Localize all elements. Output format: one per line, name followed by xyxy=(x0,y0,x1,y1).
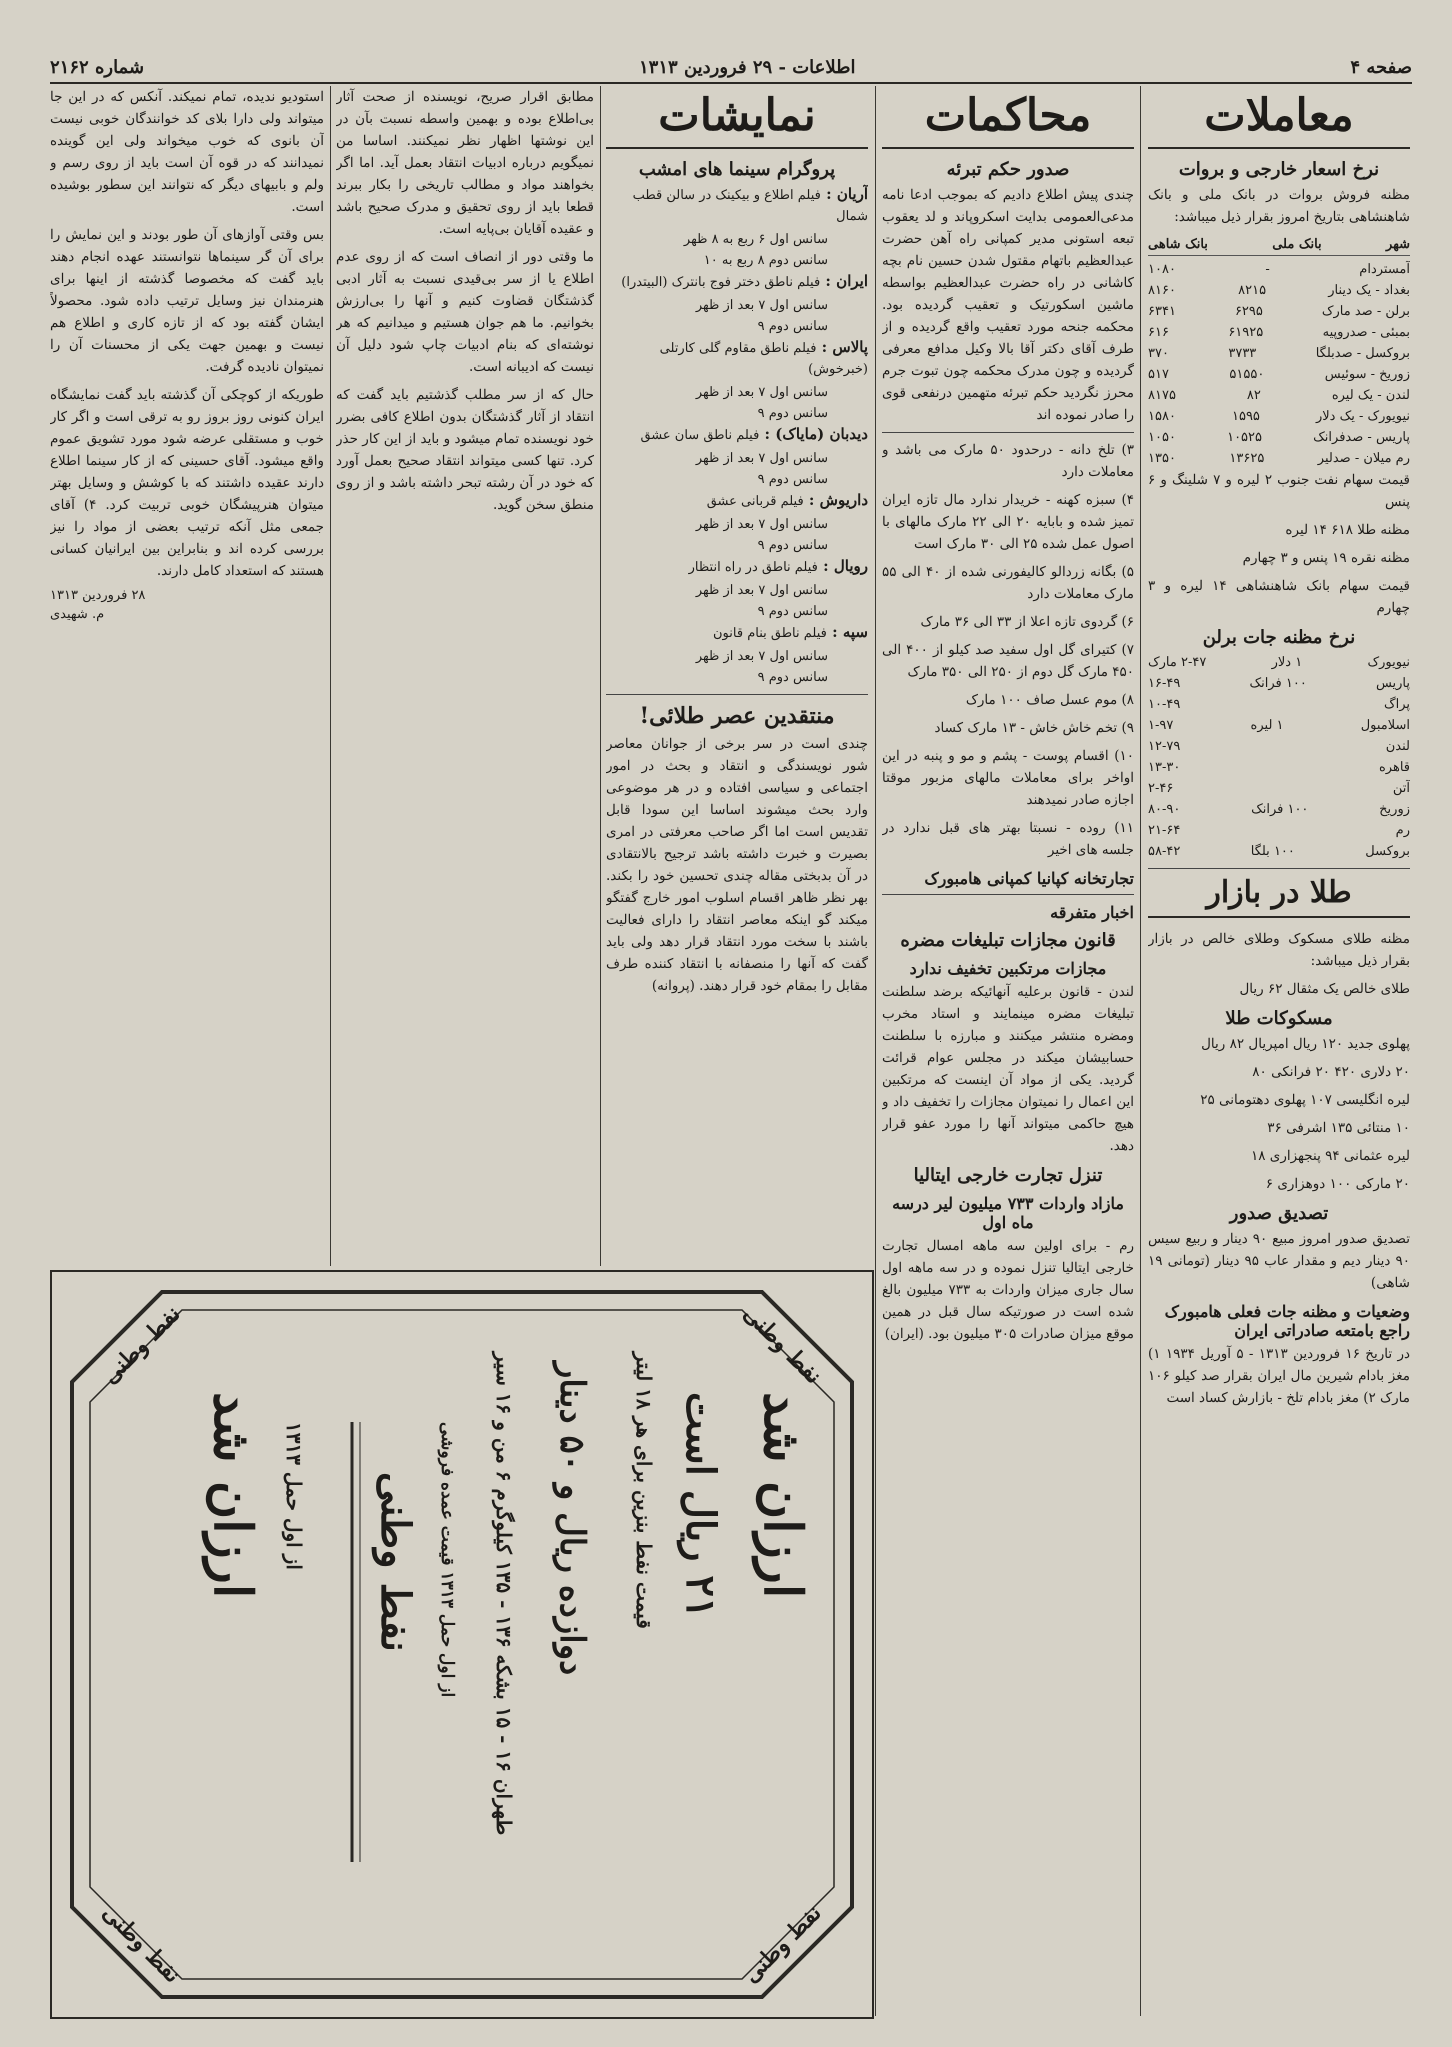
rates-header: شهر بانک ملی بانک شاهی xyxy=(1148,234,1410,256)
critics-text: چندی است در سر برخی از جوانان معاصر شور نویسندگی و انتقاد و بحث در امور اجتماعی و سیاسی افتاده و در هر موضوعی وارد بحث میشوند اساسا این سودا قابل تقدیس است اما اگر صاحب معرفتی در امری بصیرت و خبرت داشته باشد ترجیح بالانتقادی در آن بدبختی مقاله چندی تحسین خود را بکند. بهر نظر ظاهر اقسام اسلوب امور خارج گفتگو میکند گو اینکه معاصر انتقاد را دارای فعالیت باشند با سخت مورد انتقاد قرار دهد ولی باید گفت که آنها را منصفانه با انتقاد کننده طرف مقابل را بمقام خود قرار دهند. (پروانه) xyxy=(606,736,868,994)
ad-quantity-line: طهران ۱۶ - ۱۵ بشکه ۱۳۶ - ۱۳۵ کیلوگرم ۶ من و ۱۶ سیر xyxy=(492,1352,516,1836)
column-courts xyxy=(882,86,1134,2016)
coin-line: لیره انگلیسی ۱۰۷ پهلوی دهتومانی ۲۵ xyxy=(1200,1092,1410,1108)
berlin-heading: نرخ مظنه جات برلن xyxy=(1202,627,1356,648)
column-rule xyxy=(1140,86,1141,2016)
paper-date: اطلاعات - ۲۹ فروردین ۱۳۱۳ xyxy=(639,56,856,78)
rate-row: آمستردام - ۱۰۸۰ xyxy=(1148,262,1410,277)
showtime: سانس دوم ۹ xyxy=(757,604,828,619)
cinema-entry xyxy=(606,271,868,337)
ad-headline: ارزان شد xyxy=(752,1392,813,1599)
rate-row: رم میلان - صدلیر ۱۳۶۲۵ ۱۳۵۰ xyxy=(1148,451,1410,466)
issue-number: شماره ۲۱۶۲ xyxy=(50,56,145,78)
hamburg-heading: تجارتخانه کپانیا کمپانی هامبورک xyxy=(924,869,1134,888)
ad-petrol-price: ۲۱ ریال است xyxy=(677,1392,724,1619)
berlin-row: زوریخ ۱۰۰ فرانک ۸۰-۹۰ xyxy=(1148,802,1410,817)
column-article xyxy=(336,86,594,1266)
cinema-name: آریان : xyxy=(820,185,868,203)
commodity-item: ۸) موم عسل صاف ۱۰۰ مارک xyxy=(965,692,1134,708)
ad-frame xyxy=(52,1272,872,2017)
cinema-name: رویال : xyxy=(817,557,868,575)
cinema-name: پالاس : xyxy=(816,338,868,356)
cert-heading: تصدیق صدور xyxy=(1229,1203,1329,1224)
cinema-entry xyxy=(606,337,868,424)
brand-corner: نفط وطنی xyxy=(738,1899,827,1989)
rate-row: بمبئی - صدروپیه ۶۱۹۲۵ ۶۱۶ xyxy=(1148,325,1410,340)
divider xyxy=(606,694,868,695)
cert-text: تصدیق صدور امروز مبیع ۹۰ دینار و ربیع سیس ۹۰ دینار دیم و مقدار عاب ۹۵ دینار (تومانی ۱۹ شاهی) xyxy=(1148,1231,1410,1291)
oil-shares-note: قیمت سهام نفت جنوب ۲ لیره و ۷ شلینگ و ۶ پنس xyxy=(1148,472,1410,510)
film-title: فیلم اطلاع و بیکینک در سالن قطب شمال xyxy=(632,188,868,224)
article-paragraph: حال که از سر مطلب گذشتیم باید گفت که انتقاد از آثار گذشتگان بدون اطلاع کافی بضرر خود نویسنده تمام میشود و باید از این کار حذر کرد. تنها کسی میتواند انتقاد صحیح بعمل آورد که خود در آن رشته تبحر داشته باشد و از روی منطق سخن گوید. xyxy=(336,387,594,513)
article-paragraph: مطابق اقرار صریح، نویسنده از صحت آثار بی‌اطلاع بوده و بهمین واسطه نسبت بآن در این نوشتها اظهار نظر نمیکنند. اساسا من نمیگویم درباره ادبیات انتقاد بعمل آید. اما اگر بخواهند مواد و مطالب تاریخی را بکار ببرند قطعا باید از روی تحقیق و مدرک صحیح باشد و عقیده آقایان بی‌پایه است. xyxy=(336,89,594,237)
commodity-item: ۶) گردوی تازه اعلا از ۳۳ الی ۳۶ مارک xyxy=(920,614,1134,630)
showtime: سانس اول ۷ بعد از ظهر xyxy=(695,517,828,532)
column-rule xyxy=(875,86,876,2016)
column-shows xyxy=(606,86,868,1266)
brand-corner: نفط وطنی xyxy=(738,1300,827,1390)
berlin-row: نیویورک ۱ دلار ۲-۴۷ مارک xyxy=(1148,655,1410,670)
cinema-entry xyxy=(606,424,868,490)
ad-brand-name: نفط وطنی xyxy=(372,1472,419,1652)
berlin-row: آتن ۲-۴۶ xyxy=(1148,781,1410,796)
coin-line: پهلوی جدید ۱۲۰ ریال امپریال ۸۲ ریال xyxy=(1201,1036,1410,1052)
showtime: سانس اول ۷ بعد از ظهر xyxy=(695,451,828,466)
law-heading: قانون مجازات تبلیغات مضره xyxy=(900,930,1116,951)
berlin-row: پراگ ۱۰-۴۹ xyxy=(1148,697,1410,712)
ad-petrol-line: قیمت نفط بنزین برای هر ۱۸ لیتر xyxy=(632,1352,656,1629)
showtime: سانس دوم ۹ xyxy=(757,319,828,334)
coin-line: ۱۰ منتائی ۱۳۵ اشرفی ۳۶ xyxy=(1267,1120,1410,1136)
rate-row: پاریس - صدفرانک ۱۰۵۲۵ ۱۰۵۰ xyxy=(1148,430,1410,445)
ad-price-line: دوازده ریال و ۵۰ دینار xyxy=(552,1362,592,1676)
film-title: فیلم ناطق بنام قانون xyxy=(713,626,827,641)
verdict-text: چندی پیش اطلاع دادیم که بموجب ادعا نامه مدعی‌العمومی بدایت اسکروپاند و لد یعقوب تبعه استونی مدیر کمپانی راه آهن حضرت عبدالعظیم باتهام مقتول شدن حسین نام بچه کاشانی در راه حضرت عبدالعظیم بواسطه ماشین اسکورتیک و تعقیب گردیده بود. محکمه جنحه مورد تعقیب واقع گردیده و از طرف آقای دکتر آقا بالا وکیل مدافع معرفی گردیده و چون مدرک محکمه چون تبوت جرم محرز نگردید حکم تبرئه متهمین درنفعی قوی را صادر نموده اند xyxy=(882,187,1134,423)
column-rule xyxy=(330,86,331,1266)
showtime: سانس اول ۷ بعد از ظهر xyxy=(695,298,828,313)
showtime: سانس اول ۶ ربع به ۸ ظهر xyxy=(683,232,828,247)
showtime: سانس اول ۷ بعد از ظهر xyxy=(695,583,828,598)
column-transactions xyxy=(1148,86,1410,2016)
exchange-heading: نرخ اسعار خارجی و بروات xyxy=(1178,159,1380,180)
commodity-item: ۳) تلخ دانه - درحدود ۵۰ مارک می باشد و معاملات دارد xyxy=(882,442,1134,480)
market-heading: وضعیات و مظنه جات فعلی هامبورک راجع بامتعه صادراتی ایران xyxy=(1164,1302,1410,1340)
article-paragraph: ما وقتی دور از انصاف است که از روی عدم اطلاع یا از سر بی‌قیدی نسبت به آثار ادبی گذشتگان قضاوت کنیم و آنها را بی‌ارزش بخوانیم. ما هم جوان هستیم و میدانیم که هر نوشته‌ای که بنام ادبیات چاپ شود دلیل آن نیست که ادیبانه است. xyxy=(336,249,594,375)
berlin-row: پاریس ۱۰۰ فرانک ۱۶-۴۹ xyxy=(1148,676,1410,691)
divider xyxy=(1148,868,1410,869)
market-text: در تاریخ ۱۶ فروردین ۱۳۱۳ - ۵ آوریل ۱۹۳۴ ۱) مغز بادام شیرین مال ایران بقرار صد کیلو ۱۰۶ مارک ۲) مغز بادام تلخ - بازارش کساد است xyxy=(1148,1346,1410,1406)
bank-shares-note: قیمت سهام بانک شاهنشاهی ۱۴ لیره و ۳ چهارم xyxy=(1148,578,1410,616)
berlin-row: قاهره ۱۳-۳۰ xyxy=(1148,760,1410,775)
brand-corner: نفط وطنی xyxy=(97,1899,186,1989)
cinema-name: داریوش : xyxy=(803,491,868,509)
ad-headline: ارزان شد xyxy=(202,1392,263,1599)
column-article-continued xyxy=(50,86,324,1266)
gold-heading: طلا در بازار xyxy=(1148,875,1410,918)
rate-row: بغداد - یک دینار ۸۲۱۵ ۸۱۶۰ xyxy=(1148,283,1410,298)
cinema-entry xyxy=(606,184,868,271)
kerosene-advertisement xyxy=(50,1270,874,2019)
column-rule xyxy=(600,86,601,1266)
silver-price-note: مظنه نقره ۱۹ پنس و ۳ چهارم xyxy=(1242,550,1410,566)
article-paragraph: بس وقتی آوازهای آن طور بودند و این نمایش را برای آن گر سینماها نتوانستند عهده انجام دهند باید گفت که مخصوصا گذشته از اینها برای هنرمندان نیز وسایل ترتیب داده شود. محصولاً ایشان گفته بود که از تازه کاری و اطلاع هم نیست و بهمین جهت یکی از محسنات آن را نمیتوان نادیده گرفت. xyxy=(50,227,324,375)
masthead xyxy=(50,52,1412,84)
rates-table xyxy=(1148,259,1410,469)
exchange-intro: مظنه فروش بروات در بانک ملی و بانک شاهنشاهی بتاریخ امروز بقرار ذیل میباشد: xyxy=(1148,187,1410,225)
page-number: صفحه ۴ xyxy=(1350,56,1412,78)
coin-line: لیره عثمانی ۹۴ پنجهزاری ۱۸ xyxy=(1250,1148,1410,1164)
commodity-item: ۱۰) اقسام پوست - پشم و مو و پنبه در این اواخر برای معاملات مالهای مزبور موقتا اجازه صادر نمیدهند xyxy=(882,748,1134,808)
berlin-table xyxy=(1148,652,1410,862)
cinema-entry xyxy=(606,490,868,556)
section-title: معاملات xyxy=(1148,90,1410,149)
showtime: سانس دوم ۹ xyxy=(757,670,828,685)
article-paragraph: طوریکه از کوچکی آن گذشته باید گفت نمایشگاه ایران کنونی روز بروز رو به ترقی است و اگر کار خوب و مستقلی عرضه شود مورد تشویق عموم واقع میشود. آقای حسینی که از کار سینما اطلاع دارند عقیده داشتند که با کوشش و وسایل بهتر میتوان هنرپیشگان خوبی تربیت کرد. ۴) آقای جمعی مثل آنکه ترتیب بعضی از مواد را نیز بررسی کرده اند و بنابراین بین ایرانیان کسانی هستند که استعداد کامل دارند. xyxy=(50,387,324,579)
film-title: فیلم ناطق دختر فوج بانترک (البیتدرا) xyxy=(621,275,821,290)
film-title: فیلم ناطق در راه انتظار xyxy=(688,560,818,575)
cinema-name: ایران : xyxy=(820,272,868,290)
cinema-entry xyxy=(606,622,868,688)
showtime: سانس اول ۷ بعد از ظهر xyxy=(695,385,828,400)
showtime: سانس دوم ۹ xyxy=(757,472,828,487)
cinema-list xyxy=(606,184,868,688)
berlin-row: بروکسل ۱۰۰ بلگا ۵۸-۴۲ xyxy=(1148,844,1410,859)
article-date: ۲۸ فروردین ۱۳۱۳ xyxy=(50,588,146,603)
commodity-item: ۴) سبزه کهنه - خریدار ندارد مال تازه ایران تمیز شده و بابایه ۲۰ الی ۲۲ مارک مالهای با اصول عمل شده ۲۵ الی ۳۰ مارک است xyxy=(882,492,1134,552)
rate-row: برلن - صد مارک ۶۲۹۵ ۶۳۴۱ xyxy=(1148,304,1410,319)
divider xyxy=(882,432,1134,433)
rate-row: بروکسل - صدبلگا ۳۷۳۳ ۳۷۰ xyxy=(1148,346,1410,361)
verdict-heading: صدور حکم تبرئه xyxy=(946,159,1070,180)
showtime: سانس دوم ۹ xyxy=(757,538,828,553)
gold-line: طلای خالص یک مثقال ۶۲ ریال xyxy=(1239,981,1410,997)
showtime: سانس دوم ۸ ربع به ۱۰ xyxy=(703,253,828,268)
law-text: لندن - قانون برعلیه آنهائیکه برضد سلطنت تبلیغات مضره مینمایند و استاد مخرب ومضره منتشر میکنند و مبارزه با سلطنت حسابیشان میکند در مجلس عوام قرائت گردید. یکی از مواد آن اینست که مرتکبین این اعمال را نمیتوان مجازات را تخفیف داد و هیچ حاکمی میتواند آنها را مورد عفو قرار دهد. xyxy=(882,984,1134,1154)
critics-heading: منتقدین عصر طلائی! xyxy=(639,703,835,729)
article-paragraph: استودیو ندیده، تمام نمیکند. آنکس که در این جا میتواند ولی دارا بلای کد خوانندگان خوبی نیست آن بانوی که خوب میخواند ولی این گوینده نمیدانند که در قوه آن است باید از روی رسم و ولم و بابیهای دیگر که نتوانند این سطور بوشیده است. xyxy=(50,89,324,215)
film-title: فیلم ناطق مقاوم گلی کارتلی (خبرخوش) xyxy=(659,341,868,377)
section-title: نمایشات xyxy=(606,90,868,149)
gold-price-note: مظنه طلا ۶۱۸ ۱۴ لیره xyxy=(1285,522,1410,538)
italy-subheading: مازاد واردات ۷۳۳ میلیون لیر درسه ماه اول xyxy=(892,1194,1124,1232)
showtime: سانس اول ۷ بعد از ظهر xyxy=(695,649,828,664)
cinema-name: دیدبان (مایاک) : xyxy=(759,425,868,443)
misc-news-heading: اخبار متفرقه xyxy=(1050,903,1134,922)
section-title: محاکمات xyxy=(882,90,1134,149)
ad-date-line: از اول حمل ۱۳۱۳ xyxy=(282,1422,306,1570)
hamburg-items xyxy=(882,439,1134,861)
coin-line: ۲۰ مارکی ۱۰۰ دوهزاری ۶ xyxy=(1265,1176,1410,1192)
italy-text: رم - برای اولین سه ماهه امسال تجارت خارجی ایتالیا تنزل نموده و در سه ماهه اول سال جاری میزان واردات به ۷۳۳ میلیون بالغ شده است در صورتیکه سال قبل در همین موقع میزان صادرات ۳۰۵ میلیون بود. (ایران) xyxy=(882,1238,1134,1342)
film-title: فیلم ناطق سان عشق xyxy=(640,428,760,443)
rate-row: لندن - یک لیره ۸۲ ۸۱۷۵ xyxy=(1148,388,1410,403)
program-heading: پروگرام سینما های امشب xyxy=(638,159,836,180)
berlin-row: اسلامبول ۱ لیره ۱-۹۷ xyxy=(1148,718,1410,733)
brand-corner: نفط وطنی xyxy=(97,1300,186,1390)
film-title: فیلم قربانی عشق xyxy=(706,494,804,509)
berlin-row: رم ۲۱-۶۴ xyxy=(1148,823,1410,838)
rate-row: زوریخ - سوئیس ۵۱۵۵۰ ۵۱۷ xyxy=(1148,367,1410,382)
commodity-item: ۵) بگانه زردالو کالیفورنی شده از ۴۰ الی ۵۵ مارک معاملات دارد xyxy=(882,564,1134,602)
article-signature: م. شهیدی xyxy=(50,607,105,622)
rate-row: نیویورک - یک دلار ۱۵۹۵ ۱۵۸۰ xyxy=(1148,409,1410,424)
italy-heading: تنزل تجارت خارجی ایتالیا xyxy=(913,1165,1103,1186)
coin-line: ۲۰ دلاری ۴۲۰ ۲۰ فرانکی ۸۰ xyxy=(1252,1064,1410,1080)
cinema-entry xyxy=(606,556,868,622)
showtime: سانس دوم ۹ xyxy=(757,406,828,421)
commodity-item: ۷) کتیرای گل اول سفید صد کیلو از ۴۰۰ الی ۴۵۰ مارک گل دوم از ۲۵۰ الی ۳۵۰ مارک xyxy=(882,642,1134,680)
commodity-item: ۱۱) روده - نسبتا بهتر های قبل ندارد در جلسه های اخیر xyxy=(882,820,1134,858)
coins-heading: مسکوکات طلا xyxy=(1225,1008,1333,1029)
berlin-row: لندن ۱۲-۷۹ xyxy=(1148,739,1410,754)
coins-list xyxy=(1148,1033,1410,1195)
ad-wholesale-line: از اول حمل ۱۳۱۳ قیمت عمده فروشی xyxy=(437,1422,457,1698)
gold-intro: مظنه طلای مسکوک وطلای خالص در بازار بقرار ذیل میباشد: xyxy=(1148,931,1410,969)
law-subheading: مجازات مرتکبین تخفیف ندارد xyxy=(909,959,1107,978)
commodity-item: ۹) تخم خاش خاش - ۱۳ مارک کساد xyxy=(934,720,1134,736)
cinema-name: سپه : xyxy=(826,623,868,641)
divider xyxy=(882,894,1134,895)
